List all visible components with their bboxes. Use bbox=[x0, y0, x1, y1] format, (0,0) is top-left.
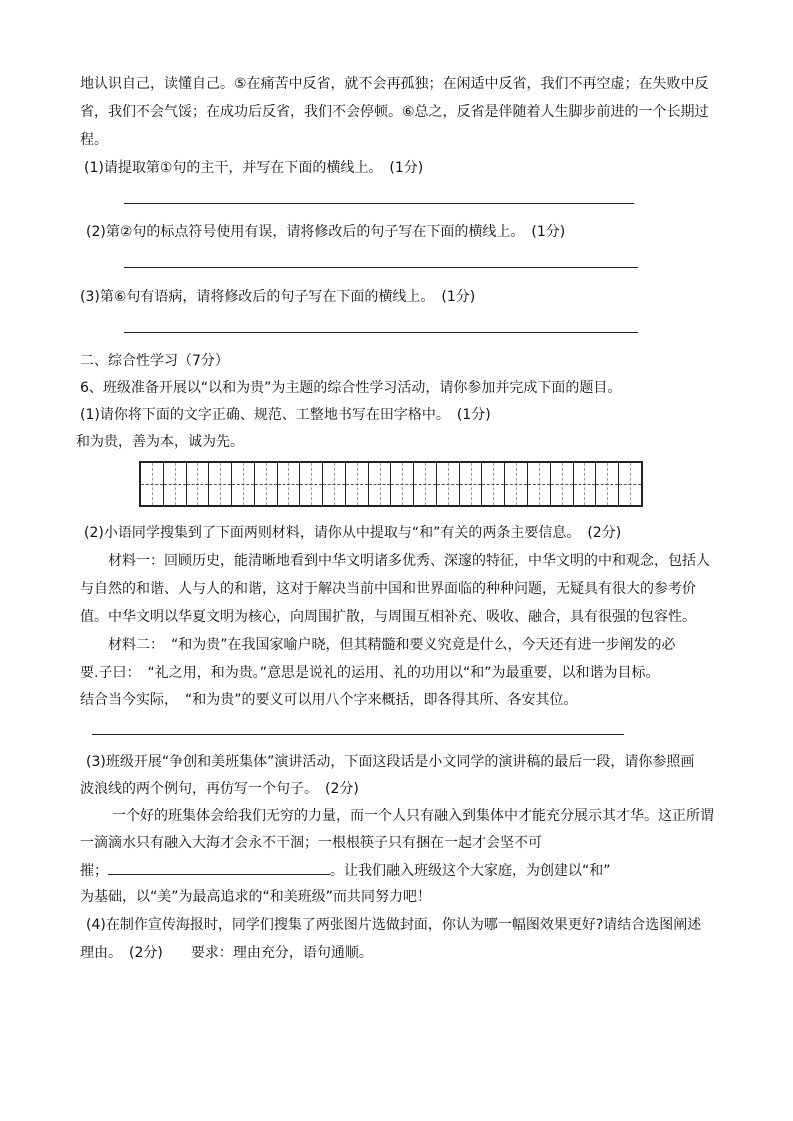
material-2-line-1: 材料二： “和为贵”在我国家喻户晓，但其精髓和要义究竟是什么，今天还有进一步阐发的必 bbox=[108, 637, 676, 653]
intro-line-1: 地认识自己，读懂自己。⑤在痛苦中反省，就不会再孤独；在闲适中反省，我们不再空虚；在失败中反 bbox=[80, 76, 709, 92]
grid-cell[interactable] bbox=[369, 463, 392, 505]
grid-cell[interactable] bbox=[255, 463, 278, 505]
answer-line-materials[interactable] bbox=[92, 734, 624, 735]
grid-cell[interactable] bbox=[574, 463, 597, 505]
fill-blank[interactable] bbox=[108, 860, 330, 875]
sub-question-4-line-1: (4)在制作宣传海报时，同学们搜集了两张图片选做封面，你认为哪一幅图效果更好?请结合选图阐述 bbox=[86, 917, 702, 933]
grid-cell[interactable] bbox=[414, 463, 437, 505]
grid-cell[interactable] bbox=[346, 463, 369, 505]
material-2-line-2: 要.子曰： “礼之用，和为贵。”意思是说礼的运用、礼的功用以“和”为最重要，以和谐为目标。 bbox=[80, 665, 660, 681]
grid-cell[interactable] bbox=[505, 463, 528, 505]
sub-question-2: (2)小语同学搜集到了下面两则材料，请你从中提取与“和”有关的两条主要信息。 (2分) bbox=[84, 525, 622, 541]
sub-question-1: (1)请你将下面的文字正确、规范、工整地书写在田字格中。 (1分) bbox=[80, 407, 491, 423]
grid-cell[interactable] bbox=[619, 463, 641, 505]
grid-cell[interactable] bbox=[141, 463, 164, 505]
tianzi-grid[interactable] bbox=[139, 461, 643, 507]
material-1-line-3: 值。中华文明以华夏文明为核心，向周围扩散，与周围互相补充、吸收、融合，具有很强的包容性。 bbox=[80, 609, 696, 625]
grid-cell[interactable] bbox=[187, 463, 210, 505]
question-6: 6、班级准备开展以“以和为贵”为主题的综合性学习活动，请你参加并完成下面的题目。 bbox=[80, 380, 622, 396]
grid-cell[interactable] bbox=[278, 463, 301, 505]
intro-line-3: 程。 bbox=[80, 132, 108, 148]
section-heading: 二、综合性学习（7分） bbox=[80, 353, 229, 369]
passage-line-1: 一个好的班集体会给我们无穷的力量，而一个人只有融入到集体中才能充分展示其才华。这正所谓 bbox=[112, 808, 714, 824]
grid-cell[interactable] bbox=[300, 463, 323, 505]
question-2: (2)第②句的标点符号使用有误，请将修改后的句子写在下面的横线上。 (1分) bbox=[86, 224, 566, 240]
answer-line-3[interactable] bbox=[124, 332, 638, 333]
grid-cell[interactable] bbox=[323, 463, 346, 505]
intro-line-2: 省，我们不会气馁；在成功后反省，我们不会停顿。⑥总之，反省是伴随着人生脚步前进的一个长期过 bbox=[80, 104, 709, 120]
question-1: (1)请提取第①句的主干，并写在下面的横线上。 (1分) bbox=[84, 160, 424, 176]
grid-cell[interactable] bbox=[232, 463, 255, 505]
answer-line-1[interactable] bbox=[124, 203, 634, 204]
copy-text: 和为贵，善为本，诚为先。 bbox=[76, 434, 244, 450]
grid-cell[interactable] bbox=[460, 463, 483, 505]
grid-cell[interactable] bbox=[391, 463, 414, 505]
grid-cell[interactable] bbox=[209, 463, 232, 505]
grid-cell[interactable] bbox=[482, 463, 505, 505]
sub-question-3-line-1: (3)班级开展“争创和美班集体”演讲活动，下面这段话是小文同学的演讲稿的最后一段，请你参照画 bbox=[86, 754, 695, 770]
passage-line-3-start: 摧； bbox=[80, 863, 108, 879]
grid-cell[interactable] bbox=[528, 463, 551, 505]
material-1-line-1: 材料一：回顾历史，能清晰地看到中华文明诸多优秀、深邃的特征，中华文明的中和观念，包括人 bbox=[108, 553, 710, 569]
grid-cell[interactable] bbox=[551, 463, 574, 505]
answer-line-2[interactable] bbox=[124, 267, 638, 268]
material-2-line-3: 结合当今实际， “和为贵”的要义可以用八个字来概括，即各得其所、各安其位。 bbox=[80, 692, 578, 708]
grid-cell[interactable] bbox=[596, 463, 619, 505]
passage-line-3-end: 。让我们融入班级这个大家庭，为创建以“和” bbox=[330, 863, 611, 879]
passage-line-3 bbox=[80, 860, 611, 881]
grid-cell[interactable] bbox=[164, 463, 187, 505]
grid-cell[interactable] bbox=[437, 463, 460, 505]
passage-line-4: 为基础，以“美”为最高追求的“和美班级”而共同努力吧！ bbox=[80, 889, 432, 905]
passage-line-2: 一滴滴水只有融入大海才会永不干涸；一根根筷子只有捆在一起才会坚不可 bbox=[80, 835, 542, 851]
material-1-line-2: 与自然的和谐、人与人的和谐，这对于解决当前中国和世界面临的种种问题，无疑具有很大的参考价 bbox=[80, 581, 696, 597]
sub-question-4-line-2: 理由。 (2分) 要求：理由充分，语句通顺。 bbox=[80, 945, 373, 961]
sub-question-3-line-2: 波浪线的两个例句，再仿写一个句子。 (2分) bbox=[80, 781, 359, 797]
question-3: (3)第⑥句有语病，请将修改后的句子写在下面的横线上。 (1分) bbox=[80, 289, 476, 305]
